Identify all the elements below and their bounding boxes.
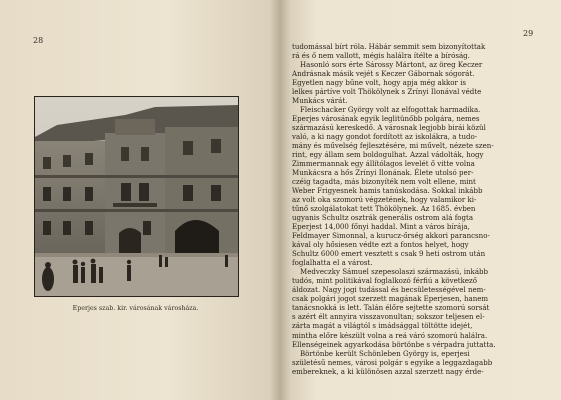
text-line: embereknek, a ki különösen azzal szerzett nagy érde-: [292, 366, 484, 376]
text-line: Hasonló sors érte Sárossy Mártont, az öreg Keczer: [300, 60, 483, 70]
text-line: kával oly hősiesen védte ezt a fontos helyet, hogy: [292, 240, 469, 250]
text-line: Ellenségeinek agyarkodása börtönbe s vérpadra juttatta.: [292, 339, 496, 349]
text-line: áldozat. Nagy jogi tudással és becsületességével nem-: [292, 285, 486, 295]
left-page-number: 28: [33, 36, 44, 45]
text-line: Fleischacker György volt az elfogottak harmadika.: [300, 105, 481, 115]
right-page-number: 29: [523, 29, 534, 38]
text-line: mány és művelség fejlesztésére, mi művelt, nézete szen-: [292, 141, 494, 151]
town-hall-photo: [34, 96, 239, 297]
text-line: Eperjes városának egyik leglitünőbb polgára, nemes: [292, 114, 480, 124]
text-line: zárta magát a világtól s imádsággal töltötte idejét,: [292, 321, 473, 331]
text-line: ugyanis Schultz osztrák generális ostrom alá fogta: [292, 213, 474, 223]
text-line: születésű nemes, városi polgár s egyike a leggazdagabb: [292, 357, 493, 367]
text-line: mintha előre készült volna a reá váró szomorú halálra.: [292, 330, 488, 340]
text-line: Eperjest 14,000 főnyi haddal. Mint a város bírája,: [292, 222, 470, 232]
body-text: [292, 42, 533, 376]
text-line: foglalhatta el a várost.: [292, 258, 373, 268]
text-line: Schultz 6000 emert vesztett s csak 9 heti ostrom után: [292, 249, 486, 259]
text-line: s azért élt annyira visszavonultan; sokszor teljesen el-: [292, 312, 485, 322]
text-line: Börtönbe került Schönleben György is, eperjesi: [300, 348, 470, 358]
text-line: Medveczky Sámuel szepesolaszi származású, inkább: [300, 267, 489, 277]
text-line: tudomással bírt róla. Hábár semmit sem bizonyítottak: [292, 42, 486, 51]
text-line: czéig tagadta, más bizonyíték nem volt ellene, mint: [292, 177, 476, 187]
book-gutter: [270, 0, 290, 400]
text-line: Zimmermannak egy állítólagos levelét ő vitte volna: [292, 159, 475, 169]
text-line: származású kereskedő. A városnak legjobb birái közül: [292, 123, 486, 133]
text-line: Feldmayer Simonnal, a kurucz-őrség akkori parancsno-: [292, 231, 490, 241]
text-line: Munkács várát.: [292, 96, 348, 106]
photo-caption: Eperjes szab. kir. városának városháza.: [72, 305, 199, 312]
text-line: csak polgári jogot szerzett magának Eperjesen, hanem: [292, 294, 489, 304]
text-line: lelkes pártíve volt Thökölynek s Zrínyi Ilonával védte: [292, 87, 482, 97]
text-line: rá és ő nem vallott, mégis halálra ítélte a bíróság.: [292, 51, 470, 61]
town-hall-illustration: [35, 97, 238, 296]
text-line: tudós, mint politikával foglalkozó férfiú a következő: [292, 276, 477, 286]
text-line: Egyetlen nagy bűne volt, hogy apja még akkor is: [292, 78, 467, 88]
text-line: Andrásnak másik vejét s Keczer Gábornak sógorát.: [292, 69, 475, 79]
text-line: Weber Frigyesnek hamis tanúskodása. Sokkal inkább: [292, 186, 483, 196]
text-line: való, a ki nagy gondot fordított az iskolákra, a tudo-: [292, 132, 478, 142]
text-line: tanácsnokká is lett. Talán élőre sejtette szomorú sorsát: [292, 303, 490, 313]
text-line: tűnő szolgálatokat tett Thökölynek. Az 1685. évben: [292, 204, 476, 214]
text-line: Munkácsra a hős Zrínyi Ilonának. Élete utolsó per-: [292, 168, 474, 178]
text-line: az volt oka szomorú végzetének, hogy valamikor ki-: [292, 195, 477, 205]
text-line: rint, egy állam sem boldogulhat. Azzal vádolták, hogy: [292, 150, 484, 160]
